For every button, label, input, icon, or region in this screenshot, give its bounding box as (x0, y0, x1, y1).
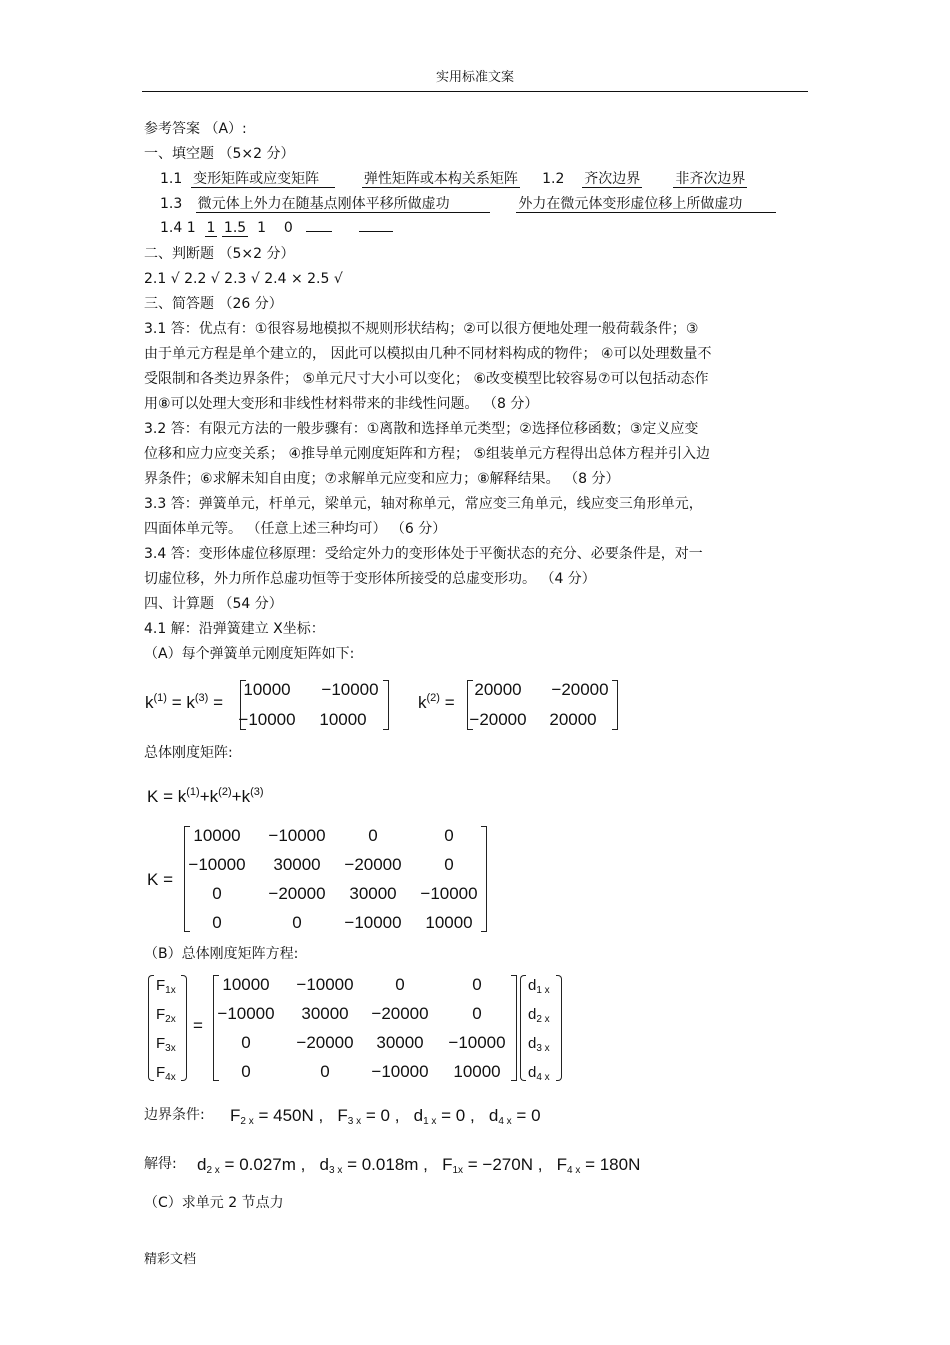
matrix-cell: 0 (241, 1062, 251, 1081)
vector-brace-left (148, 975, 154, 1081)
answer-title: 参考答案 （A）: (144, 121, 247, 137)
matrix-cell: −10000 (321, 680, 379, 699)
answer-1-1-1-2: 1.1 变形矩阵或应变矩阵 弹性矩阵或本构关系矩阵 1.2 齐次边界 非齐次边界 (160, 171, 746, 187)
matrix-cell: 10000 (243, 680, 291, 699)
matrix-cell: 0 (472, 975, 482, 994)
vector-entry: $d_{2 x}$ (528, 1006, 550, 1025)
matrix-cell: −20000 (469, 710, 527, 729)
matrix-cell: 10000 (222, 975, 270, 994)
section-fill-blank: 一、填空题 （5×2 分） (144, 146, 295, 162)
equals-sign: = (193, 1016, 203, 1035)
vector-entry: $F_{1x}$ (156, 977, 176, 996)
matrix-cell: 0 (292, 913, 302, 932)
page-footer: 精彩文档 (144, 1252, 197, 1267)
page-header: 实用标准文案 (435, 70, 514, 85)
matrix-cell: −10000 (344, 913, 402, 932)
header-rule (142, 91, 808, 92)
global-stiffness-sum: $K = k^{(1)}+k^{(2)}+k^{(3)}$ (147, 786, 264, 806)
matrix-cell: 0 (472, 1004, 482, 1023)
vector-entry: $F_{2x}$ (156, 1006, 176, 1025)
matrix-cell: 10000 (453, 1062, 501, 1081)
section-calculation: 四、计算题 （54 分） (144, 596, 283, 612)
answer-1-4-1-5: 1.4 1 1 1.5 1 0 (160, 219, 393, 237)
matrix-cell: −10000 (296, 975, 354, 994)
matrix-cell: −10000 (268, 826, 326, 845)
answer-2: 2.1 √ 2.2 √ 2.3 √ 2.4 × 2.5 √ (144, 271, 343, 287)
boundary-label: 边界条件: (144, 1107, 205, 1123)
matrix-cell: −20000 (551, 680, 609, 699)
matrix-cell: −10000 (217, 1004, 275, 1023)
matrix-cell: 20000 (474, 680, 522, 699)
matrix-cell: 0 (444, 855, 454, 874)
matrix-cell: 20000 (549, 710, 597, 729)
text-line: 四面体单元等。 （任意上述三种均可） （6 分） (144, 521, 447, 537)
text-line: 总体刚度矩阵: (144, 745, 233, 761)
text-line: 用⑧可以处理大变形和非线性材料带来的非线性问题。 （8 分） (144, 396, 539, 412)
answer-1-3: 1.3 微元体上外力在随基点刚体平移所做虚功 外力在微元体变形虚位移上所做虚功 (160, 195, 776, 213)
matrix-cell: −10000 (188, 855, 246, 874)
matrix-cell: 0 (444, 826, 454, 845)
vector-entry: $d_{3 x}$ (528, 1035, 550, 1054)
vector-entry: $d_{1 x}$ (528, 977, 550, 996)
matrix-cell: −20000 (296, 1033, 354, 1052)
text-line: 4.1 解：沿弹簧建立 X坐标： (144, 621, 325, 637)
text-line: 3.1 答：优点有：①很容易地模拟不规则形状结构；②可以很方便地处理一般荷载条件；③ (144, 321, 699, 337)
matrix-bracket-right (383, 680, 389, 730)
vector-brace-right (556, 975, 562, 1081)
matrix-cell: 30000 (349, 884, 397, 903)
matrix-bracket-right (612, 680, 618, 730)
text-line: （B）总体刚度矩阵方程: (144, 946, 299, 962)
matrix-cell: 30000 (376, 1033, 424, 1052)
section-judgement: 二、判断题 （5×2 分） (144, 246, 295, 262)
text-line: 由于单元方程是单个建立的， 因此可以模拟由几种不同材料构成的物件； ④可以处理数量不 (144, 346, 712, 362)
matrix-cell: −20000 (371, 1004, 429, 1023)
matrix-bracket-right (511, 975, 517, 1081)
text-line: （C）求单元 2 节点力 (144, 1195, 284, 1211)
boundary-conditions: $F_{2 x} = 450N$ , $F_{3 x} = 0$ , $d_{1 x} = 0$ , $d_{4 x} = 0$ (230, 1106, 541, 1127)
text-line: 界条件；⑥求解未知自由度；⑦求解单元应变和应力；⑧解释结果。 （8 分） (144, 471, 620, 487)
text-line: 3.2 答：有限元方法的一般步骤有：①离散和选择单元类型；②选择位移函数；③定义应变 (144, 421, 699, 437)
k2-expression: $k^{(2)}$ = (418, 692, 455, 712)
matrix-cell: −10000 (238, 710, 296, 729)
matrix-cell: 0 (212, 913, 222, 932)
matrix-cell: 0 (241, 1033, 251, 1052)
solution-label: 解得: (144, 1156, 177, 1172)
text-line: 3.3 答：弹簧单元，杆单元，梁单元，轴对称单元，常应变三角单元，线应变三角形单元， (144, 496, 703, 512)
matrix-cell: 10000 (425, 913, 473, 932)
text-line: 3.4 答：变形体虚位移原理：受给定外力的变形体处于平衡状态的充分、必要条件是，对一 (144, 546, 703, 562)
vector-entry: $F_{3x}$ (156, 1035, 176, 1054)
matrix-cell: −10000 (448, 1033, 506, 1052)
matrix-cell: 10000 (319, 710, 367, 729)
vector-brace-left (520, 975, 526, 1081)
matrix-cell: −10000 (420, 884, 478, 903)
text-line: 位移和应力应变关系； ④推导单元刚度矩阵和方程； ⑤组装单元方程得出总体方程并引入边 (144, 446, 710, 462)
vector-entry: $F_{4x}$ (156, 1064, 176, 1083)
matrix-cell: 0 (212, 884, 222, 903)
matrix-cell: 10000 (193, 826, 241, 845)
text-line: 受限制和各类边界条件； ⑤单元尺寸大小可以变化； ⑥改变模型比较容易⑦可以包括动态作 (144, 371, 709, 387)
matrix-cell: 0 (395, 975, 405, 994)
matrix-cell: −10000 (371, 1062, 429, 1081)
text-line: 切虚位移，外力所作总虚功恒等于变形体所接受的总虚变形功。 （4 分） (144, 571, 596, 587)
matrix-cell: 0 (368, 826, 378, 845)
matrix-cell: 30000 (301, 1004, 349, 1023)
vector-entry: $d_{4 x}$ (528, 1064, 550, 1083)
global-stiffness-label: K = (147, 870, 174, 889)
matrix-cell: −20000 (344, 855, 402, 874)
solution-values: $d_{2 x} = 0.027m$ , $d_{3 x} = 0.018m$ , $F_{1x} = -270N$ , $F_{4 x} = 180N$ (197, 1155, 641, 1176)
k1-k3-expression: $k^{(1)} = k^{(3)}$ = (145, 692, 224, 712)
vector-brace-right (181, 975, 187, 1081)
matrix-cell: −20000 (268, 884, 326, 903)
text-line: （A）每个弹簧单元刚度矩阵如下: (144, 646, 355, 662)
matrix-cell: 0 (320, 1062, 330, 1081)
section-short-answer: 三、简答题 （26 分） (144, 296, 283, 312)
matrix-cell: 30000 (273, 855, 321, 874)
